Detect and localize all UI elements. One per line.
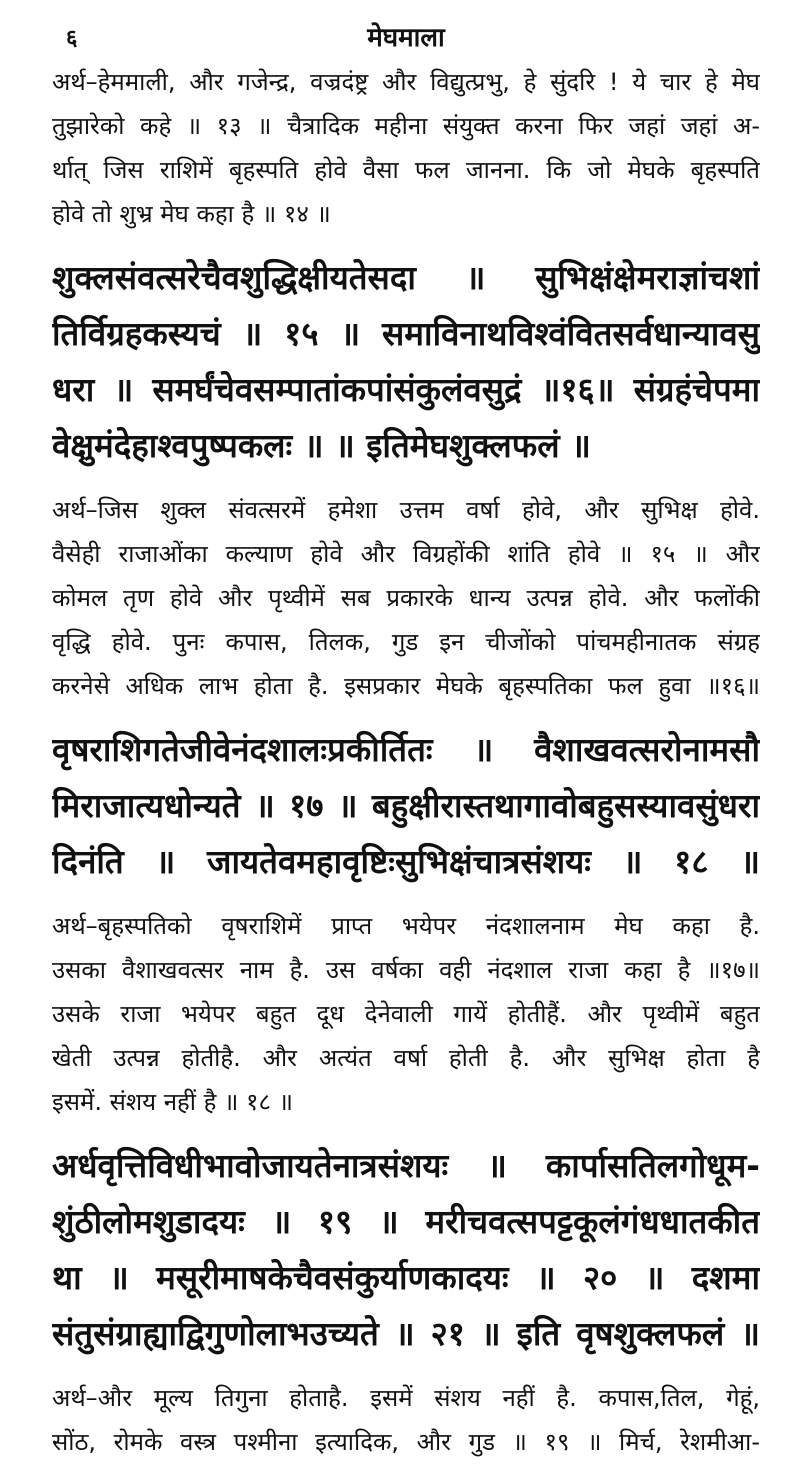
verse-line: वेक्षुमंदेहाश्वपुष्पकलः ॥ ॥ इतिमेघशुक्लफलं ॥	[52, 426, 591, 465]
verse-line: था ॥ मसूरीमाषकेचैवसंकुर्याणकादयः ॥ २० ॥ दशमा	[52, 1258, 760, 1297]
page-header	[52, 14, 760, 60]
commentary-line: खेती उत्पन्न होतीहै. और अत्यंत वर्षा होती है. और सुभिक्ष होता है	[52, 1044, 760, 1072]
verse-line: मिराजात्यधोन्यते ॥ १७ ॥ बहुक्षीरास्तथागावोबहुसस्यावसुंधरा	[52, 786, 760, 825]
commentary-block	[52, 904, 760, 1124]
commentary-line: अर्थ–जिस शुक्ल संवत्सरमें हमेशा उत्तम वर्षा होवे, और सुभिक्ष होवे.	[52, 496, 760, 524]
commentary-line: होवे तो शुभ्र मेघ कहा है ॥ १४ ॥	[52, 200, 331, 228]
running-title: मेघमाला	[367, 23, 445, 53]
commentary-line: वृद्धि होवे. पुनः कपास, तिलक, गुड इन चीजोंको पांचमहीनातक संग्रह	[52, 628, 760, 656]
page-number: ६	[66, 26, 78, 51]
commentary-line: वैसेही राजाओंका कल्याण होवे और विग्रहोंकी शांति होवे ॥ १५ ॥ और	[52, 540, 760, 568]
commentary-line: अर्थ–हेममाली, और गजेन्द्र, वज्रदंष्ट्र और विद्युत्प्रभु, हे सुंदरि ! ये चार हे मेघ	[52, 68, 760, 96]
verse-line: दिनंति ॥ जायतेवमहावृष्टिःसुभिक्षंचात्रसंशयः ॥ १८ ॥	[52, 842, 760, 881]
commentary-line: सोंठ, रोमके वस्त्र पश्मीना इत्यादिक, और गुड ॥ १९ ॥ मिर्च, रेशमीआ-	[52, 1428, 760, 1456]
commentary-line: उसके राजा भयेपर बहुत दूध देनेवाली गायें होतीहैं. और पृथ्वीमें बहुत	[52, 1000, 760, 1028]
verse-line: धरा ॥ समर्घंचेवसम्पातांकपांसंकुलंवसुद्रं ॥१६॥ संग्रहंचेपमा	[52, 370, 760, 409]
verse-block	[52, 250, 760, 474]
commentary-block	[52, 60, 760, 236]
verse-line: शुक्लसंवत्सरेचैवशुद्धिक्षीयतेसदा ॥ सुभिक्षंक्षेमराज्ञांचशां	[52, 258, 760, 297]
verse-line: शुंठीलोमशुडादयः ॥ १९ ॥ मरीचवत्सपट्टकूलंगंधधातकीत	[52, 1202, 760, 1241]
verse-line: तिर्विग्रहकस्यचं ॥ १५ ॥ समाविनाथविश्वंवितसर्वधान्यावसु	[52, 314, 760, 353]
commentary-line: तुझारेको कहे ॥ १३ ॥ चैत्रादिक महीना संयुक्त करना फिर जहां जहां अ-	[52, 112, 760, 140]
verse-block	[52, 1138, 760, 1362]
commentary-line: इसमें. संशय नहीं है ॥ १८ ॥	[52, 1088, 293, 1116]
verse-line: अर्धवृत्तिविधीभावोजायतेनात्रसंशयः ॥ कार्पासतिलगोधूम-	[52, 1146, 760, 1185]
commentary-block	[52, 488, 760, 708]
commentary-line: करनेसे अधिक लाभ होता है. इसप्रकार मेघके बृहस्पतिका फल हुवा ॥१६॥	[52, 672, 760, 700]
commentary-line: र्थात् जिस राशिमें बृहस्पति होवे वैसा फल जानना. कि जो मेघके बृहस्पति	[52, 156, 760, 184]
verse-line: संतुसंग्राह्याद्विगुणोलाभउच्यते ॥ २१ ॥ इति वृषशुक्लफलं ॥	[52, 1314, 760, 1353]
verse-block	[52, 722, 760, 890]
commentary-line: अर्थ–और मूल्य तिगुना होताहै. इसमें संशय नहीं है. कपास,तिल, गेहूं,	[52, 1384, 760, 1412]
commentary-line: कोमल तृण होवे और पृथ्वीमें सब प्रकारके धान्य उत्पन्न होवे. और फलोंकी	[52, 584, 760, 612]
commentary-line: अर्थ–बृहस्पतिको वृषराशिमें प्राप्त भयेपर नंदशालनाम मेघ कहा है.	[52, 912, 760, 940]
verse-line: वृषराशिगतेजीवेनंदशालःप्रकीर्तितः ॥ वैशाखवत्सरोनामसौ	[52, 730, 760, 769]
commentary-line: उसका वैशाखवत्सर नाम है. उस वर्षका वही नंदशाल राजा कहा है ॥१७॥	[52, 956, 760, 984]
commentary-block	[52, 1376, 760, 1464]
